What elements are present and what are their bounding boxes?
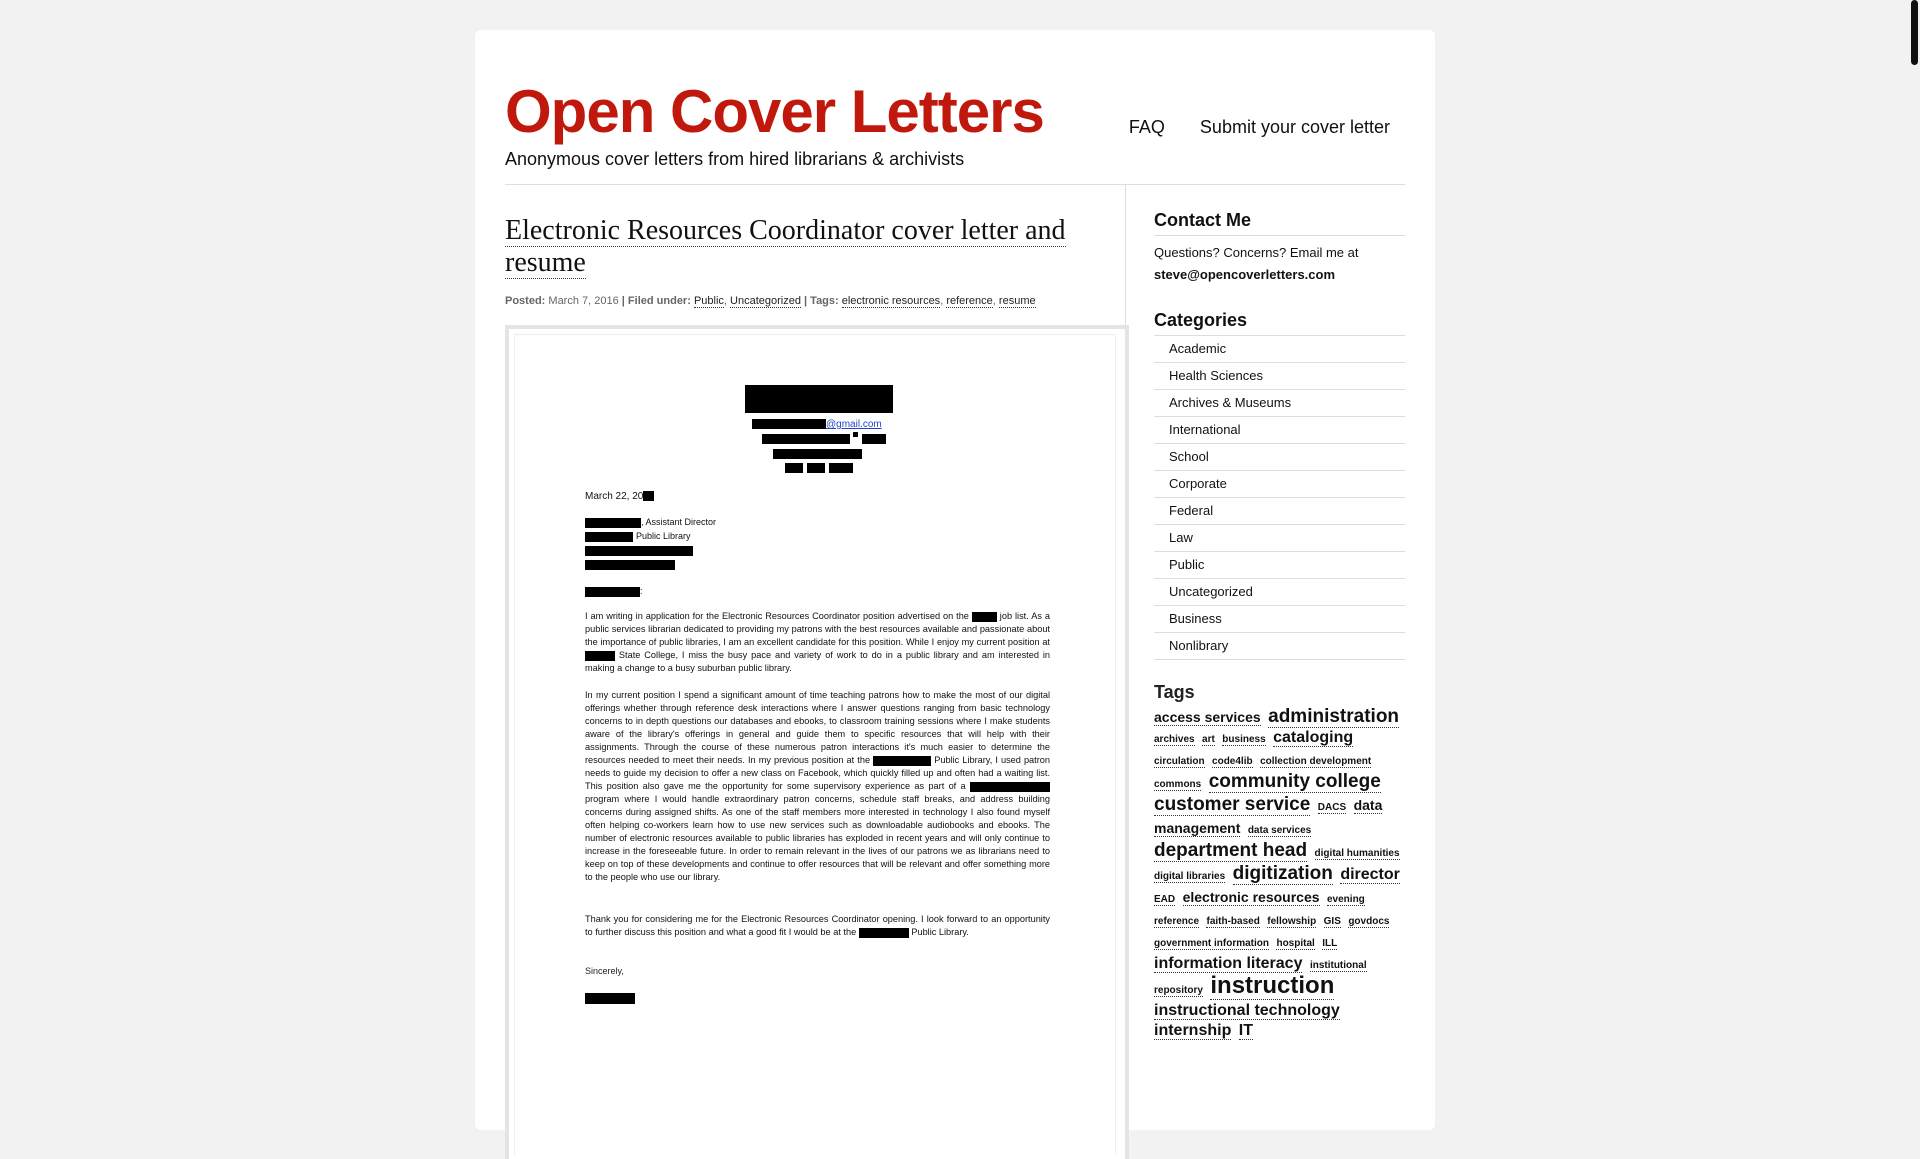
contact-title: Contact Me	[1154, 210, 1405, 236]
letter-text: In my current position I spend a significant amount of time teaching patrons how to make the most of our digital offerings whether through reference desk interactions where I answer questions ranging from basic technology concerns to in depth questions our databases and ebooks, to classroom training sessions where I make students aware of the library's offerings in general and guide them to specific resources that will help with their assignments. Through the course of these numerous patron interactions it's much easier to determine the resources needed to meet their needs. In my previous position at the	[585, 690, 1050, 765]
tag-cloud-link[interactable]: DACS	[1317, 802, 1347, 813]
letter-text: program where I would handle extraordinary patron concerns, schedule staff breaks, and address building concerns during assigned shifts. As one of the staff members more interested in technology I also found myself often helping co-workers learn how to use new services such as downloadable audiobooks and ebooks. The number of electronic resources available to public libraries has exploded in recent years and will only continue to increase in the foreseeable future. In order to remain relevant in the lives of our patrons we as librarians need to keep on top of these developments and continue to offer resources that will be relevant and offer something more to the people who use our library.	[585, 794, 1050, 882]
tag-cloud-link[interactable]: data management	[1154, 797, 1383, 836]
tags-title: Tags	[1154, 682, 1195, 702]
tag-cloud-link[interactable]: faith-based	[1206, 916, 1260, 927]
tag-cloud-link[interactable]: code4lib	[1212, 756, 1253, 767]
tag-link-electronic-resources[interactable]: electronic resources	[841, 295, 941, 307]
tag-cloud-link[interactable]: institutional repository	[1154, 960, 1367, 996]
category-link[interactable]: Public	[1169, 557, 1205, 572]
letter-text: Thank you for considering me for the Electronic Resources Coordinator opening. I look forward to an opportunity to further discuss this position and what a good fit I would be at the	[585, 914, 1050, 937]
category-link[interactable]: Archives & Museums	[1169, 395, 1292, 410]
redacted-block	[972, 612, 997, 622]
filed-label: | Filed under:	[621, 295, 691, 307]
redacted-block	[762, 434, 850, 444]
letter-text: Public Library.	[911, 927, 969, 937]
list-item	[1154, 363, 1405, 390]
letter-address-title: , Assistant Director	[641, 517, 717, 527]
post-title[interactable]	[505, 215, 1105, 279]
list-item	[1154, 525, 1405, 552]
redacted-block	[585, 546, 693, 556]
list-item	[1154, 390, 1405, 417]
tag-cloud-link[interactable]: reference	[1154, 916, 1200, 927]
categories-title: Categories	[1154, 310, 1405, 336]
letter-text: State College, I miss the busy pace and variety of work to do in a public library and am interested in making a change to a busy suburban public library.	[585, 650, 1050, 673]
tag-cloud-link[interactable]: digitization	[1232, 863, 1333, 884]
letter-address-line	[585, 531, 691, 542]
tag-cloud-link[interactable]: archives	[1154, 734, 1195, 745]
redacted-block	[585, 560, 675, 570]
tag-cloud-link[interactable]: data services	[1247, 825, 1312, 836]
letter-text: Public Library, I used patron needs to guide my decision to offer a new class on Facebook, which quickly filled up and often had a waiting list. This position also gave me the opportunity for some supervisory experience as part of a	[585, 755, 1051, 791]
tag-cloud-link[interactable]: access services	[1154, 709, 1261, 725]
redacted-block	[807, 463, 825, 473]
redacted-block	[773, 449, 862, 459]
letter-salutation: :	[585, 586, 643, 597]
main-nav	[1099, 117, 1390, 138]
letter-closing: Sincerely,	[585, 966, 624, 976]
letter-paragraph-1	[585, 610, 1050, 675]
letter-text: job list. As a public services librarian dedicated to providing my patrons with the best resources available and passionate about the importance of public libraries, I am an excellent candidate for this position. While I enjoy my current position at	[585, 611, 1050, 647]
tag-cloud-link[interactable]: electronic resources	[1182, 889, 1320, 905]
redacted-block	[873, 756, 931, 766]
redacted-block	[829, 463, 853, 473]
letter-paragraph-2	[585, 689, 1050, 884]
list-item	[1154, 471, 1405, 498]
list-item	[1154, 336, 1405, 363]
tags-label: | Tags:	[804, 295, 839, 307]
redacted-block	[853, 432, 858, 437]
page-container	[475, 30, 1435, 1130]
letter-date	[585, 491, 654, 502]
tag-cloud-link[interactable]: department head	[1154, 840, 1308, 861]
category-link-public[interactable]: Public	[693, 295, 724, 307]
site-title-link[interactable]: Open Cover Letters	[505, 78, 1044, 145]
category-link-uncategorized[interactable]: Uncategorized	[730, 295, 801, 307]
list-item	[1154, 606, 1405, 633]
tag-cloud-link[interactable]: cataloging	[1273, 729, 1354, 746]
redacted-name	[745, 385, 893, 413]
tag-cloud-link[interactable]: ILL	[1322, 938, 1338, 949]
cover-letter-image	[514, 334, 1116, 1155]
tag-cloud	[1154, 707, 1405, 1041]
list-item	[1154, 417, 1405, 444]
site-header	[505, 50, 1405, 190]
tag-cloud-link[interactable]: digital libraries	[1154, 871, 1226, 882]
tags-widget	[1154, 682, 1405, 1041]
letter-email-domain: @gmail.com	[826, 419, 882, 430]
tag-cloud-link[interactable]: circulation	[1154, 756, 1205, 767]
letter-address-line	[585, 517, 716, 528]
redacted-block	[585, 651, 615, 661]
redacted-signature	[585, 993, 635, 1004]
letter-date-text: March 22, 20	[585, 491, 644, 502]
category-link[interactable]: Corporate	[1169, 476, 1227, 491]
letter-image-frame	[505, 325, 1129, 1159]
list-item	[1154, 552, 1405, 579]
nav-faq-link[interactable]: FAQ	[1128, 117, 1165, 137]
redacted-block	[585, 587, 640, 597]
list-item	[1154, 498, 1405, 525]
tag-cloud-link[interactable]: fellowship	[1267, 916, 1317, 927]
nav-submit-link[interactable]: Submit your cover letter	[1199, 117, 1390, 137]
tag-link-reference[interactable]: reference	[946, 295, 993, 307]
sidebar	[1154, 185, 1405, 1041]
category-link[interactable]: Federal	[1169, 503, 1214, 518]
contact-widget	[1154, 210, 1405, 286]
list-item	[1154, 633, 1405, 660]
post-title-text[interactable]: Electronic Resources Coordinator cover letter and resume	[505, 215, 1066, 278]
list-item	[1154, 579, 1405, 606]
category-link[interactable]: Business	[1169, 611, 1222, 626]
redacted-block	[785, 463, 803, 473]
tag-cloud-link[interactable]: hospital	[1276, 938, 1315, 949]
site-tagline: Anonymous cover letters from hired librarians & archivists	[505, 149, 965, 169]
redacted-block	[970, 782, 1050, 792]
tag-cloud-link[interactable]: GIS	[1323, 916, 1341, 927]
letter-paragraph-3	[585, 913, 1050, 939]
contact-email[interactable]: steve@opencoverletters.com	[1154, 267, 1336, 282]
contact-text-line: Questions? Concerns? Email me at	[1154, 245, 1359, 260]
tag-cloud-link[interactable]: EAD	[1154, 894, 1176, 905]
tag-cloud-link[interactable]: director	[1340, 866, 1400, 883]
category-link[interactable]: Health Sciences	[1169, 368, 1263, 383]
post-date: March 7, 2016	[548, 295, 619, 307]
category-link[interactable]: Law	[1169, 530, 1193, 545]
tag-cloud-link[interactable]: art	[1202, 734, 1215, 745]
tag-cloud-link[interactable]: IT	[1238, 1022, 1254, 1039]
redacted-block	[585, 518, 641, 528]
page-scrollbar[interactable]	[1908, 0, 1920, 1080]
tag-cloud-link[interactable]: govdocs	[1348, 916, 1390, 927]
category-link[interactable]: Nonlibrary	[1169, 638, 1229, 653]
list-item	[1154, 444, 1405, 471]
tag-cloud-link[interactable]: business	[1222, 734, 1266, 745]
tag-link-resume[interactable]: resume	[998, 295, 1036, 307]
redacted-block	[859, 928, 909, 938]
contact-text	[1154, 242, 1405, 286]
tag-cloud-link[interactable]: information literacy	[1154, 955, 1303, 972]
letter-email-line	[752, 419, 882, 430]
post-content	[505, 185, 1126, 1145]
tag-cloud-link[interactable]: instruction	[1210, 972, 1335, 999]
letter-address-library: Public Library	[636, 531, 691, 541]
tag-cloud-link[interactable]: collection development	[1260, 756, 1372, 767]
category-link[interactable]: Uncategorized	[1169, 584, 1253, 599]
letter-text: I am writing in application for the Electronic Resources Coordinator position advertised on the	[585, 611, 969, 621]
tag-cloud-link[interactable]: community college	[1208, 771, 1381, 792]
tag-cloud-link[interactable]: commons	[1154, 779, 1202, 790]
category-link[interactable]: Academic	[1169, 341, 1227, 356]
tag-cloud-link[interactable]: administration	[1268, 706, 1400, 727]
redacted-block	[585, 532, 633, 542]
tag-cloud-link[interactable]: government information	[1154, 938, 1270, 949]
category-link[interactable]: School	[1169, 449, 1209, 464]
redacted-block	[862, 434, 886, 444]
redacted-block	[643, 491, 654, 501]
tag-cloud-link[interactable]: customer service	[1154, 794, 1311, 815]
posted-label: Posted:	[505, 295, 546, 307]
tag-cloud-link[interactable]: digital humanities	[1314, 848, 1400, 859]
tag-cloud-link[interactable]: evening	[1327, 894, 1365, 905]
tag-cloud-link[interactable]: instructional technology	[1154, 1002, 1340, 1019]
post-meta: Posted: March 7, 2016 | Filed under: Public, Uncategorized | Tags: electronic resources, reference, resume	[505, 295, 1036, 307]
categories-widget	[1154, 310, 1405, 660]
redacted-block	[752, 419, 826, 429]
category-link[interactable]: International	[1169, 422, 1241, 437]
categories-list	[1154, 336, 1405, 660]
tag-cloud-link[interactable]: internship	[1154, 1022, 1232, 1039]
scrollbar-thumb[interactable]	[1911, 0, 1918, 65]
